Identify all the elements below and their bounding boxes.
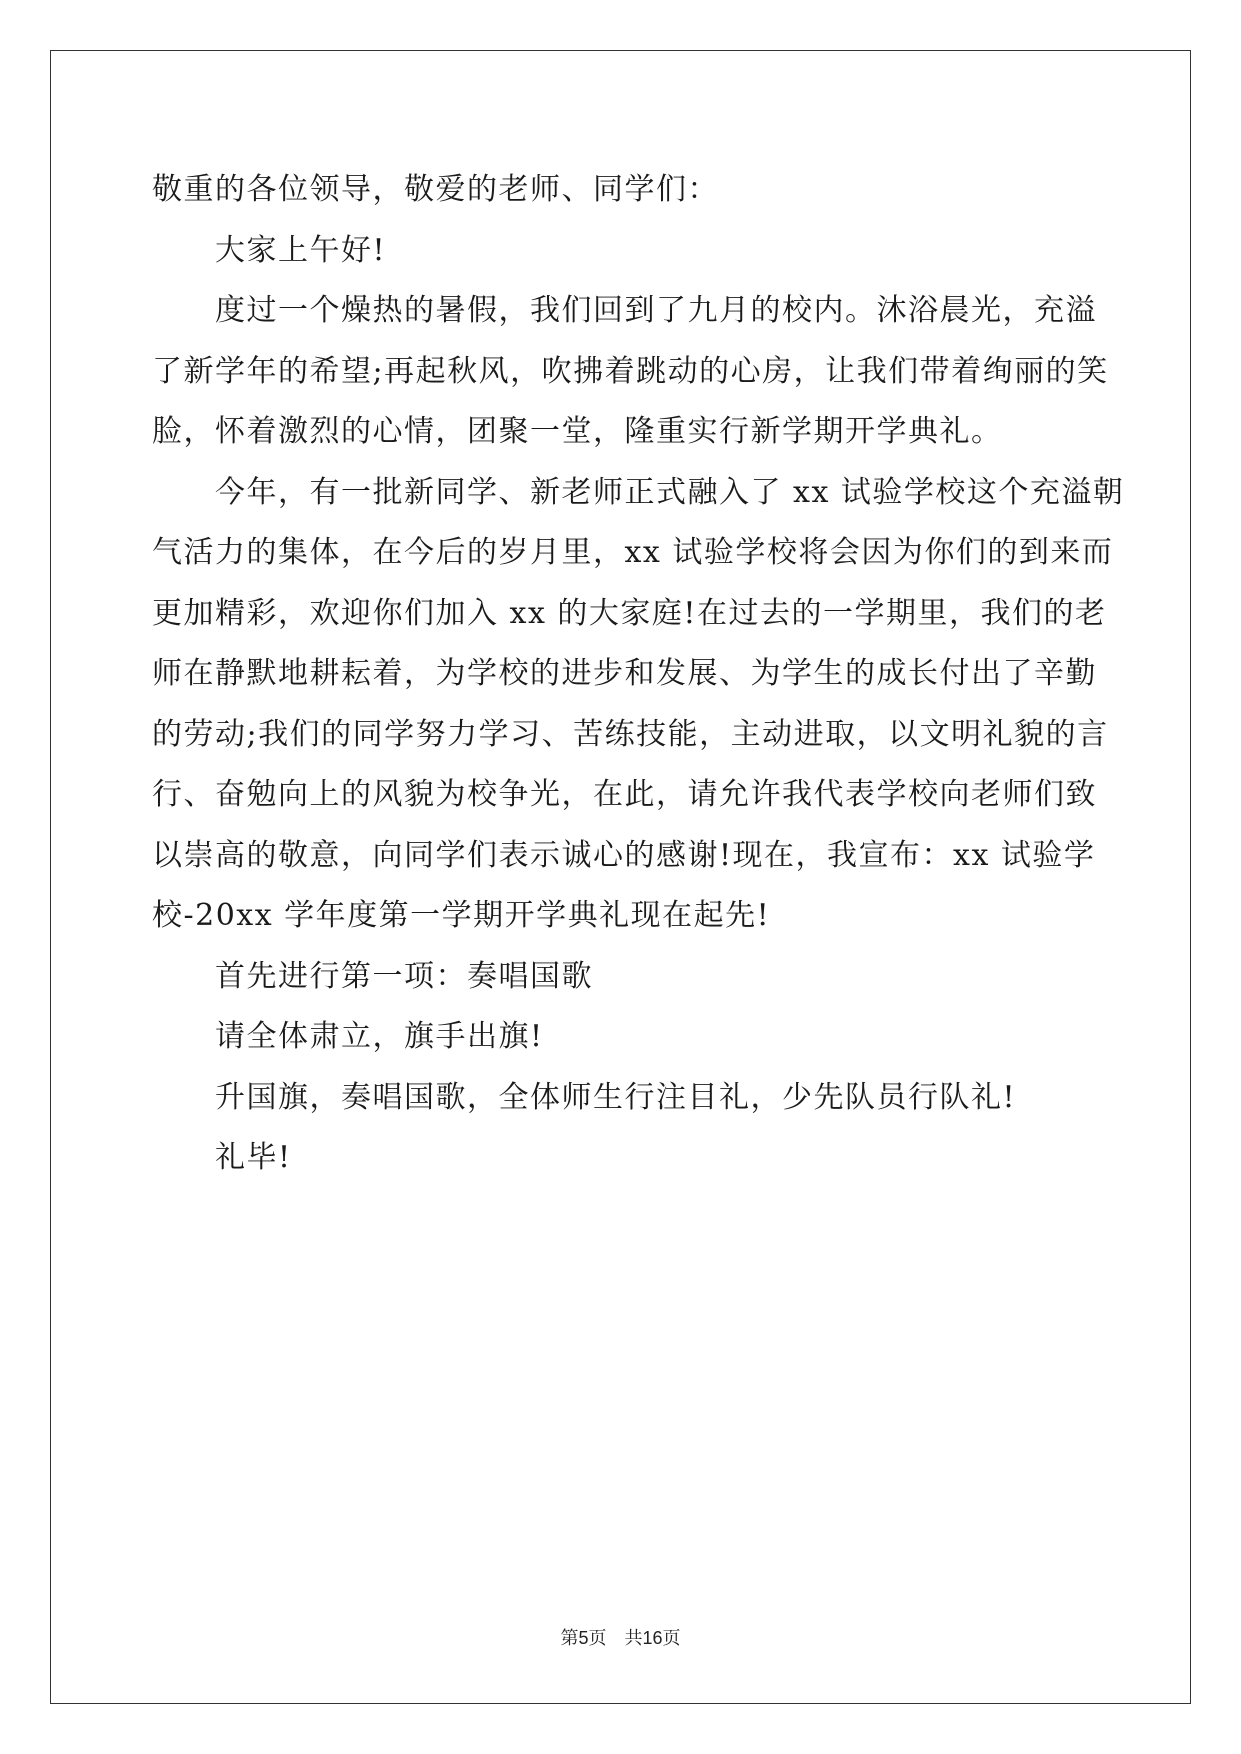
page-mid: 页 共 <box>588 1628 643 1649</box>
text-line: 脸，怀着激烈的心情，团聚一堂，隆重实行新学期开学典礼。 <box>152 414 1003 449</box>
page-current: 5 <box>578 1628 589 1648</box>
text-line: 度过一个燥热的暑假，我们回到了九月的校内。沐浴晨光，充溢 <box>215 293 1097 328</box>
text-line: 今年，有一批新同学、新老师正式融入了 xx 试验学校这个充溢朝 <box>215 474 1125 510</box>
text-line: 校-20xx 学年度第一学期开学典礼现在起先! <box>152 898 771 933</box>
text-line: 升国旗，奏唱国歌，全体师生行注目礼，少先队员行队礼! <box>215 1079 1017 1115</box>
text-line-salutation: 敬重的各位领导，敬爱的老师、同学们： <box>152 172 719 207</box>
page-prefix: 第 <box>560 1628 579 1649</box>
page-suffix: 页 <box>662 1628 681 1649</box>
text-line: 师在静默地耕耘着，为学校的进步和发展、为学生的成长付出了辛勤 <box>152 656 1097 691</box>
text-line: 的劳动;我们的同学努力学习、苦练技能，主动进取，以文明礼貌的言 <box>152 716 1109 752</box>
text-line: 行、奋勉向上的风貌为校争光，在此，请允许我代表学校向老师们致 <box>152 777 1097 812</box>
text-line-greeting: 大家上午好! <box>215 232 387 268</box>
text-line: 请全体肃立，旗手出旗! <box>215 1019 544 1054</box>
text-line: 首先进行第一项：奏唱国歌 <box>215 958 593 994</box>
text-line: 更加精彩，欢迎你们加入 xx 的大家庭!在过去的一学期里，我们的老 <box>152 595 1107 631</box>
text-line: 气活力的集体，在今后的岁月里，xx 试验学校将会因为你们的到来而 <box>152 535 1114 570</box>
text-line: 礼毕! <box>215 1140 292 1175</box>
page-footer <box>0 1624 1241 1650</box>
text-line: 以崇高的敬意，向同学们表示诚心的感谢!现在，我宣布：xx 试验学 <box>152 837 1096 873</box>
document-body <box>152 160 1125 1189</box>
page-total: 16 <box>642 1628 663 1648</box>
text-line: 了新学年的希望;再起秋风，吹拂着跳动的心房，让我们带着绚丽的笑 <box>152 353 1109 389</box>
